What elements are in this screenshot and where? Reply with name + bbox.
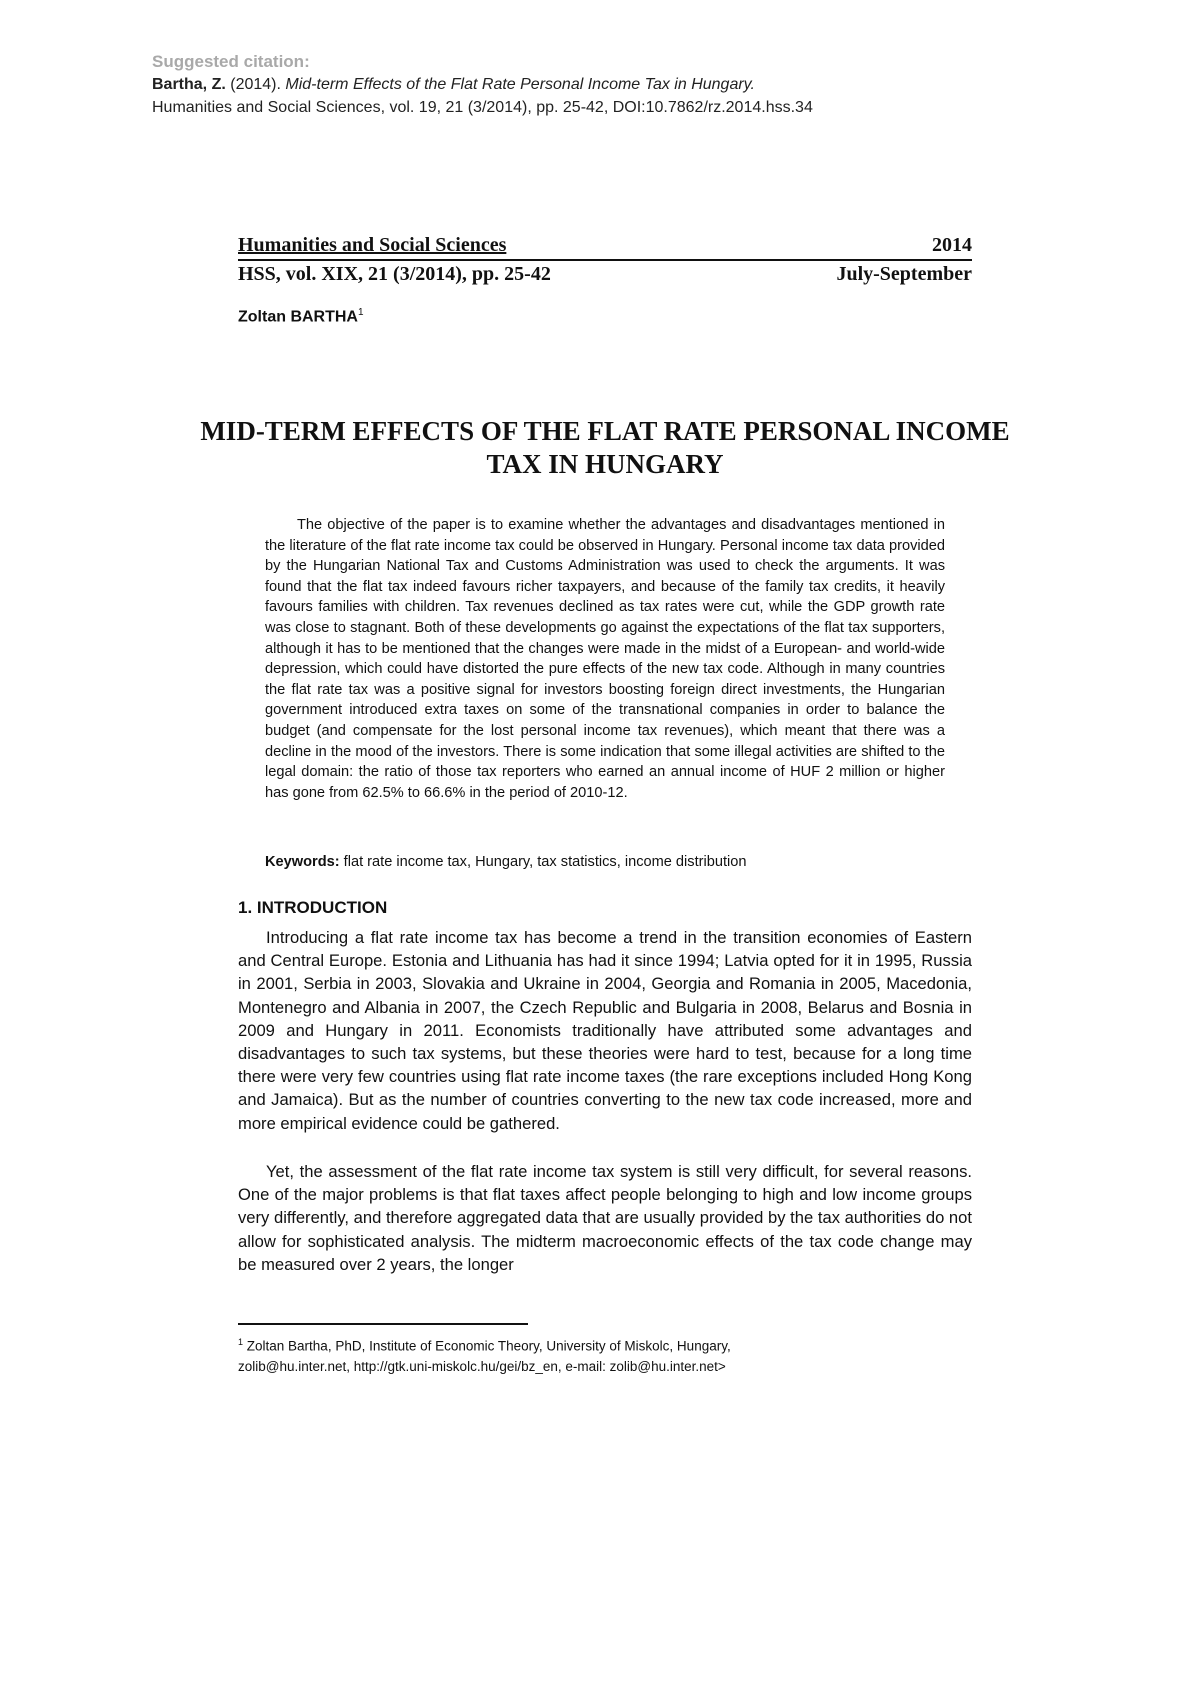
footnote-mark: 1 bbox=[238, 1337, 244, 1347]
keywords-label: Keywords: bbox=[265, 854, 340, 870]
citation-line bbox=[152, 73, 1072, 96]
body-paragraph: Introducing a flat rate income tax has become a trend in the transition economies of Eastern and Central Europe. Estonia and Lithuania has had it since 1994; Latvia opted for it in 1995, Russia in 2001, Serbia in 2003, Slovakia and Ukraine in 2004, Georgia and Romania in 2005, Macedonia, Montenegro and Albania in 2007, the Czech Republic and Bulgaria in 2008, Belarus and Bosnia in 2009 and Hungary in 2011. Economists traditionally have attributed some advantages and disadvantages to such tax systems, but these theories were hard to test, because for a long time there were very few countries using flat rate income taxes (the rare exceptions included Hong Kong and Jamaica). But as the number of countries converting to the new tax code increased, more and more empirical evidence could be gathered. bbox=[238, 928, 972, 1133]
footnote-divider bbox=[238, 1323, 528, 1325]
journal-header bbox=[238, 232, 972, 288]
footnote-line-1: Zoltan Bartha, PhD, Institute of Economic Theory, University of Miskolc, Hungary, bbox=[243, 1338, 731, 1354]
citation-year: (2014). bbox=[225, 76, 286, 93]
citation-label: Suggested citation: bbox=[152, 52, 310, 71]
journal-name: Humanities and Social Sciences bbox=[238, 234, 507, 256]
suggested-citation bbox=[152, 50, 1072, 119]
citation-source: Humanities and Social Sciences, vol. 19, 21 (3/2014), pp. 25-42, DOI:10.7862/rz.2014.hss.34 bbox=[152, 99, 813, 116]
section-heading: 1. INTRODUCTION bbox=[238, 898, 388, 917]
footnote bbox=[238, 1332, 978, 1377]
journal-volume: HSS, vol. XIX, 21 (3/2014), pp. 25-42 bbox=[238, 263, 551, 285]
journal-period: July-September bbox=[836, 263, 972, 285]
keywords-text: flat rate income tax, Hungary, tax statistics, income distribution bbox=[339, 854, 747, 870]
citation-title: Mid-term Effects of the Flat Rate Personal Income Tax in Hungary. bbox=[285, 76, 755, 93]
journal-year: 2014 bbox=[932, 234, 972, 256]
citation-author: Bartha, Z. bbox=[152, 76, 226, 93]
paper-title: MID-TERM EFFECTS OF THE FLAT RATE PERSONAL INCOME TAX IN HUNGARY bbox=[200, 416, 1010, 479]
body-paragraph: Yet, the assessment of the flat rate income tax system is still very difficult, for several reasons. One of the major problems is that flat taxes affect people belonging to high and low income groups very differently, and therefore aggregated data that are usually provided by the tax authorities do not allow for sophisticated analysis. The midterm macroeconomic effects of the tax code change may be measured over 2 years, the longer bbox=[238, 1162, 972, 1274]
keywords bbox=[265, 852, 945, 873]
footnote-line-2: zolib@hu.inter.net, http://gtk.uni-miskolc.hu/gei/bz_en, e-mail: zolib@hu.inter.net> bbox=[238, 1358, 726, 1374]
author-footnote-mark: 1 bbox=[357, 307, 364, 318]
abstract: The objective of the paper is to examine whether the advantages and disadvantages mentioned in the literature of the flat rate income tax could be observed in Hungary. Personal income tax data provided by the Hungarian National Tax and Customs Administration was used to check the arguments. It was found that the flat tax indeed favours richer taxpayers, and because of the family tax credits, it heavily favours families with children. Tax revenues declined as tax rates were cut, while the GDP growth rate was close to stagnant. Both of these developments go against the expectations of the flat tax supporters, although it has to be mentioned that the changes were made in the midst of a European- and world-wide depression, which could have distorted the pure effects of the new tax code. Although in many countries the flat rate tax was a positive signal for investors boosting foreign direct investments, the Hungarian government introduced extra taxes on some of the transnational companies in order to balance the budget (and compensate for the lost personal income tax revenues), which meant that there was a decline in the mood of the investors. There is some indication that some illegal activities are shifted to the legal domain: the ratio of those tax reporters who earned an annual income of HUF 2 million or higher has gone from 62.5% to 66.6% in the period of 2010-12. bbox=[265, 517, 945, 801]
author-name: Zoltan BARTHA$^1$ bbox=[238, 307, 364, 326]
